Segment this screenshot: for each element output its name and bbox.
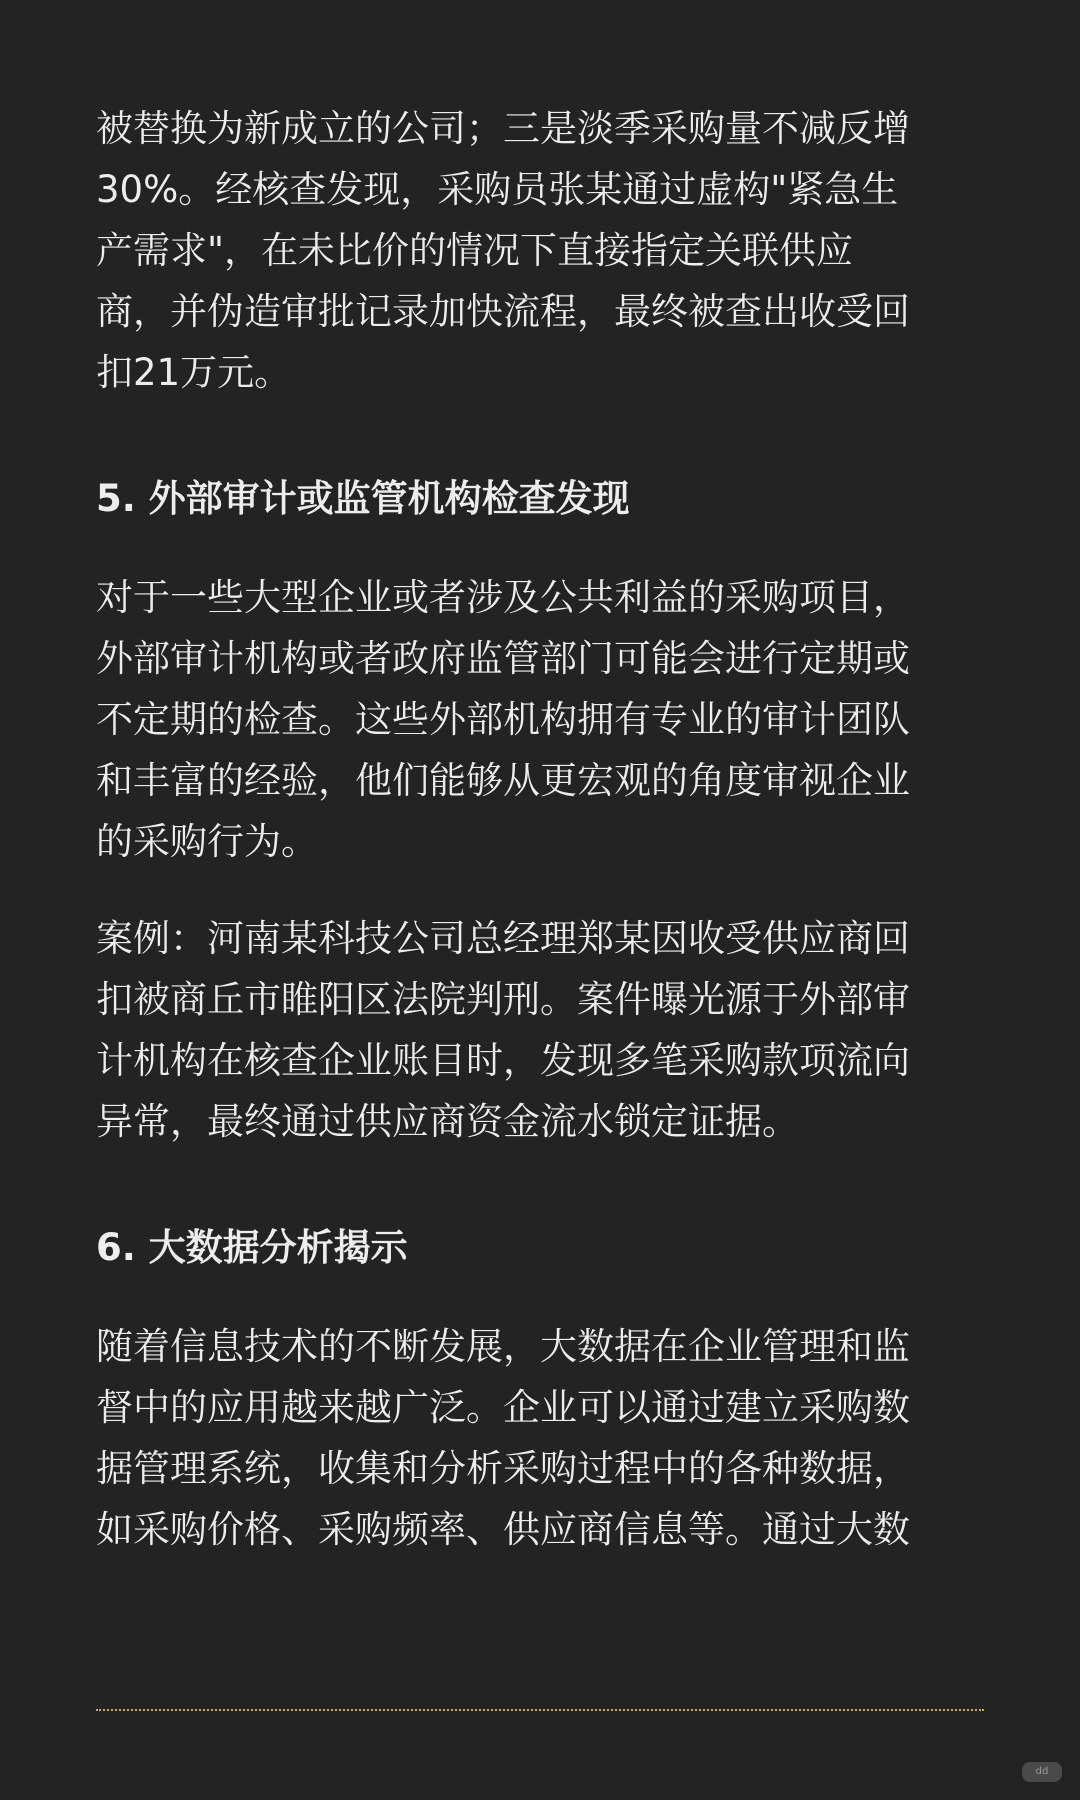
paragraph-external-audit: 对于一些大型企业或者涉及公共利益的采购项目， 外部审计机构或者政府监管部门可能会进行定期或 不定期的检查。这些外部机构拥有专业的审计团队 和丰富的经验，他们能够从更宏观的角度审视企业 的采购行为。 <box>96 576 910 863</box>
spacer <box>96 403 984 468</box>
paragraph-case-intro: 被替换为新成立的公司；三是淡季采购量不减反增 30%。经核查发现，采购员张某通过虚构"紧急生 产需求"，在未比价的情况下直接指定关联供应 商，并伪造审批记录加快流程，最终被查出收受回 扣21万元。 <box>96 107 910 394</box>
paragraph-case-henan: 案例：河南某科技公司总经理郑某因收受供应商回 扣被商丘市睢阳区法院判刑。案件曝光源于外部审 计机构在核查企业账目时，发现多笔采购款项流向 异常，最终通过供应商资金流水锁定证据。 <box>96 917 910 1143</box>
section-heading-6: 6. 大数据分析揭示 <box>96 1226 408 1269</box>
spacer <box>96 1152 984 1217</box>
paragraph-big-data: 随着信息技术的不断发展，大数据在企业管理和监 督中的应用越来越广泛。企业可以通过建立采购数 据管理系统，收集和分析采购过程中的各种数据， 如采购价格、采购频率、供应商信息等。通过大数 <box>96 1325 910 1551</box>
spacer <box>96 1278 984 1316</box>
spacer <box>96 872 984 908</box>
article-body <box>96 98 984 1560</box>
section-heading-5: 5. 外部审计或监管机构检查发现 <box>96 477 630 520</box>
watermark-logo: dd <box>1022 1762 1062 1782</box>
spacer <box>96 529 984 567</box>
dotted-divider <box>96 1709 984 1711</box>
